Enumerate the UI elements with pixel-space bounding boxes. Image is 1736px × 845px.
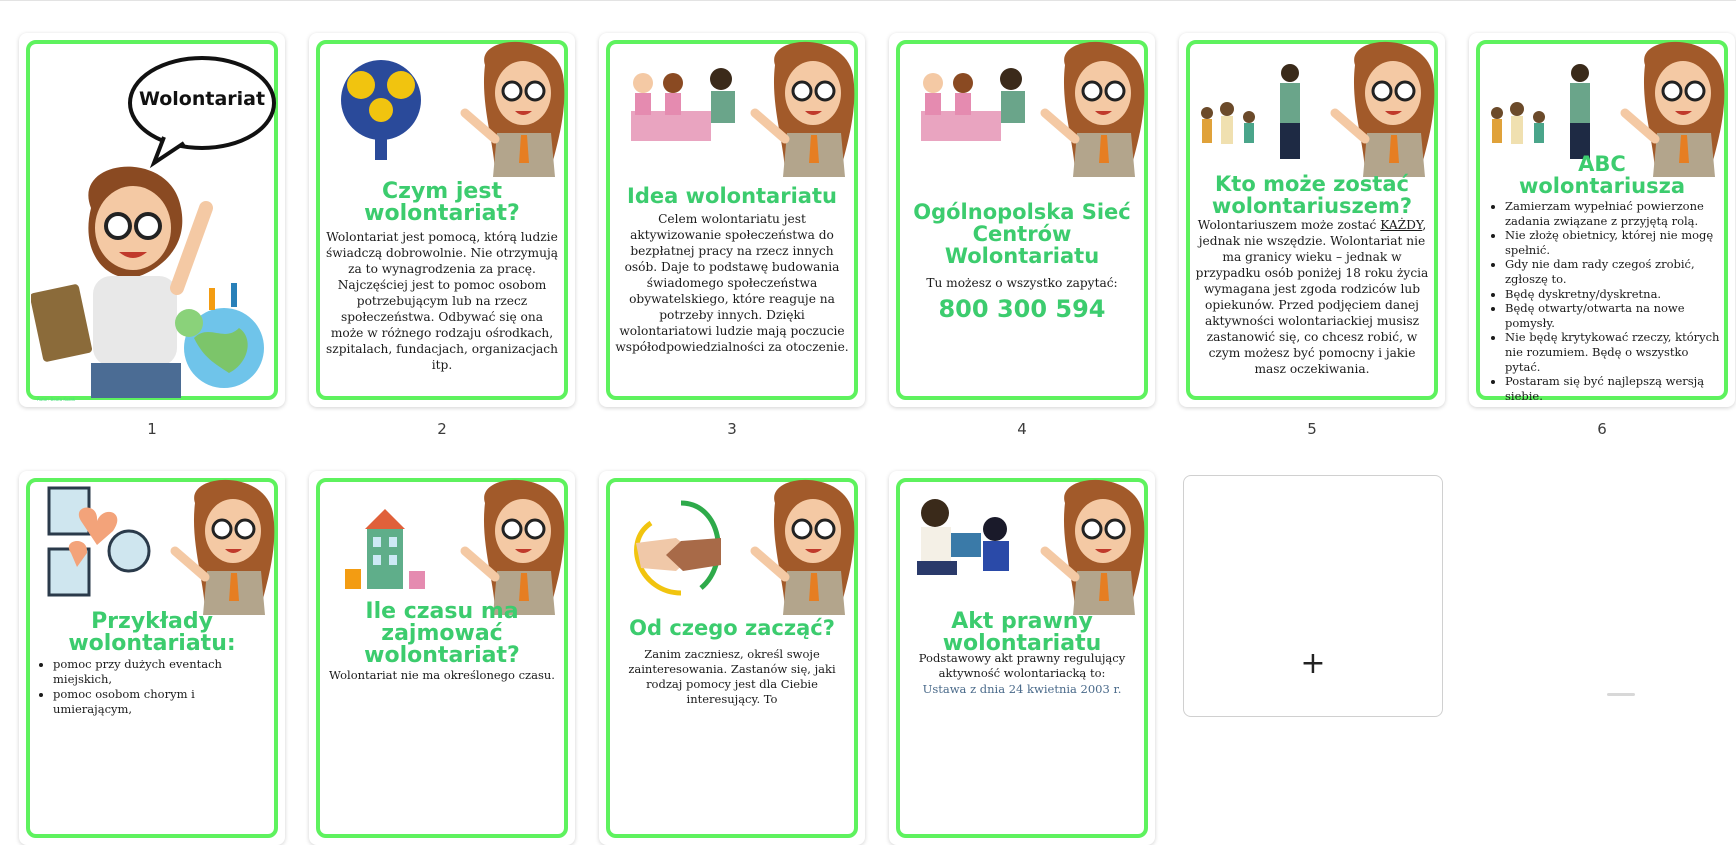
handshake-icon — [621, 493, 741, 603]
slide-body-link: Ustawa z dnia 24 kwietnia 2003 r. — [922, 682, 1122, 696]
teacher-pointing-icon — [1035, 35, 1153, 177]
handshake-family-icon — [1195, 61, 1315, 181]
slide-number-1: 1 — [147, 420, 157, 438]
plus-icon: + — [1300, 646, 1326, 681]
slide-number-3: 3 — [727, 420, 737, 438]
slide-body-text: Wolontariuszem może zostać — [1197, 218, 1381, 232]
slide-thumbnail-6[interactable] — [1469, 33, 1735, 407]
slide-body — [1195, 217, 1429, 377]
teacher-pointing-icon — [745, 35, 863, 177]
list-item: • Gdy nie dam rady czegoś zrobić, zgłoszę to. — [1505, 257, 1721, 286]
slide-title: Idea wolontariatu — [627, 184, 837, 208]
slide-list — [1491, 199, 1721, 403]
slide-title: Wolontariat — [138, 88, 266, 110]
phone-number: 800 300 594 — [938, 295, 1106, 323]
globe-icon — [169, 283, 269, 393]
teacher-pointing-icon — [455, 35, 573, 177]
slide-title: ABC wolontariusza — [1518, 152, 1685, 198]
teacher-pointing-icon — [455, 473, 573, 615]
slide-body: Wolontariat nie ma określonego czasu. — [329, 668, 555, 682]
slide-number-5: 5 — [1307, 420, 1317, 438]
slide-body: Podstawowy akt prawny regulujący aktywność wolontariacką to: — [918, 651, 1126, 680]
list-item: • Nie będę krytykować rzeczy, których nie rozumiem. Będę o wszystko pytać. — [1505, 330, 1721, 374]
slide-body-emphasis: KAŻDY — [1380, 218, 1423, 232]
slide-thumbnail-2[interactable] — [309, 33, 575, 407]
teacher-pointing-icon — [745, 473, 863, 615]
teacher-pointing-icon — [1035, 473, 1153, 615]
reading-children-icon — [907, 493, 1027, 593]
slide-title: Czym jest wolontariat? — [364, 179, 520, 226]
slide-subtitle: Tu możesz o wszystko zapytać: — [926, 276, 1118, 290]
hands-tree-icon — [331, 55, 431, 165]
teacher-pointing-icon — [1325, 35, 1443, 177]
slide-body-text: , jednak nie wszędzie. Wolontariat nie ma granicy wieku – jednak w przypadku osób poniżej 18 roku życia wymagana jest zgoda rodziców lub opiekunów. Przed podjęciem danej aktywności wolontariackiej musisz zastanowić się, co chcesz robić, w czym możesz być pomocny i jakie masz oczekiwania. — [1195, 218, 1429, 376]
slide-thumbnail-4[interactable] — [889, 33, 1155, 407]
slide-number-6: 6 — [1597, 420, 1607, 438]
slide-title: Akt prawny wolontariatu — [942, 609, 1102, 656]
list-item: • Postaram się być najlepszą wersją siebie. — [1505, 374, 1721, 403]
list-item: • Będę otwarty/otwarta na nowe pomysły. — [1505, 301, 1721, 330]
slide-thumbnail-7[interactable] — [19, 471, 285, 845]
add-slide-button[interactable] — [1183, 475, 1443, 717]
slide-thumbnail-10[interactable] — [889, 471, 1155, 845]
helping-hands-icon — [41, 483, 151, 598]
slide-title: Kto może zostać wolontariuszem? — [1211, 172, 1413, 218]
slide-body: Wolontariat jest pomocą, którą ludzie świadczą dobrowolnie. Nie otrzymują za to wynagrodzenia za pracę. Najczęściej jest to pomoc osobom potrzebującym lub na rzecz społeczeństwa. Odbywać się ona może w różnego rodzaju ośrodkach, szpitalach, fundacjach, organizacjach itp. — [326, 230, 558, 372]
list-item: • Zamierzam wypełniać powierzone zadania związane z przyjętą rolą. — [1505, 199, 1721, 228]
slide-thumbnail-1[interactable] — [19, 33, 285, 407]
slide-title: Ogólnopolska Sieć Centrów Wolontariatu — [913, 200, 1131, 268]
building-volunteers-icon — [325, 499, 445, 599]
list-item: • pomoc osobom chorym i umierającym, — [53, 687, 275, 717]
slide-thumbnail-3[interactable] — [599, 33, 865, 407]
slide-number-2: 2 — [437, 420, 447, 438]
volunteers-group-icon — [621, 61, 751, 156]
slide-title: Ile czasu ma zajmować wolontariat? — [364, 599, 520, 668]
slide-body: Zanim zaczniesz, określ swoje zainteresowania. Zastanów się, jaki rodzaj pomocy jest dla Ciebie interesujący. To — [628, 647, 836, 706]
volunteers-group-icon — [911, 61, 1041, 156]
slide-thumbnail-8[interactable] — [309, 471, 575, 845]
slide-title: Od czego zacząć? — [629, 616, 835, 640]
slide-number-4: 4 — [1017, 420, 1027, 438]
teacher-pointing-icon — [165, 473, 283, 615]
slide-title: Przykłady wolontariatu: — [68, 609, 236, 656]
list-item: • Nie złożę obietnicy, której nie mogę spełnić. — [1505, 228, 1721, 257]
list-item: • pomoc przy dużych eventach miejskich, — [53, 657, 275, 687]
list-item: • Będę dyskretny/dyskretna. — [1505, 287, 1721, 302]
slide-body: Celem wolontariatu jest aktywizowanie społeczeństwa do bezpłatnej pracy na rzecz innych osób. Daje to podstawę budowania świadomego społeczeństwa obywatelskiego, które reaguje na potrzeby innych. Dzięki wolontariatowi ludzie mają poczucie współodpowiedzialności za otoczenie. — [615, 212, 849, 354]
slide-thumbnail-9[interactable] — [599, 471, 865, 845]
slide-list — [39, 657, 275, 717]
slide-thumbnail-5[interactable] — [1179, 33, 1445, 407]
slide-footer: Autor: Beata Kozak — [37, 397, 76, 402]
